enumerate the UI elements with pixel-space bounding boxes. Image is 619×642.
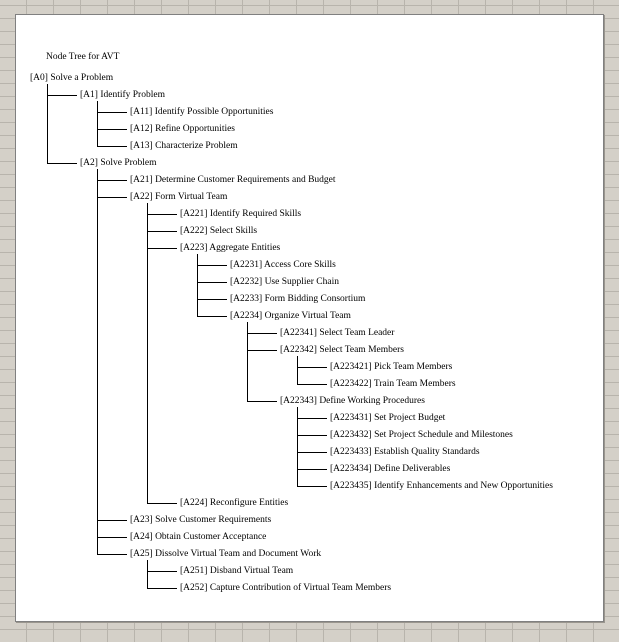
tree-node: [A0] Solve a Problem — [30, 72, 114, 83]
tree-node: [A22] Form Virtual Team — [130, 191, 228, 202]
connector-line — [297, 384, 327, 385]
connector-line — [97, 197, 127, 198]
connector-line — [147, 571, 177, 572]
tree-node: [A223433] Establish Quality Standards — [330, 446, 480, 457]
tree-node: [A251] Disband Virtual Team — [180, 565, 294, 576]
connector-line — [247, 322, 248, 402]
tree-node: [A13] Characterize Problem — [130, 140, 238, 151]
tree-node: [A22342] Select Team Members — [280, 344, 404, 355]
connector-line — [147, 248, 177, 249]
connector-line — [297, 452, 327, 453]
tree-node: [A23] Solve Customer Requirements — [130, 514, 272, 525]
connector-line — [197, 316, 227, 317]
page-title: Node Tree for AVT — [46, 52, 120, 62]
connector-line — [47, 163, 77, 164]
connector-line — [97, 180, 127, 181]
tree-node: [A12] Refine Opportunities — [130, 123, 236, 134]
connector-line — [97, 169, 98, 555]
tree-node: [A22341] Select Team Leader — [280, 327, 395, 338]
connector-line — [97, 112, 127, 113]
tree-node: [A2] Solve Problem — [80, 157, 157, 168]
tree-node: [A223434] Define Deliverables — [330, 463, 451, 474]
connector-line — [147, 588, 177, 589]
connector-line — [47, 84, 48, 164]
connector-line — [297, 486, 327, 487]
tree-node: [A22343] Define Working Procedures — [280, 395, 425, 406]
tree-node: [A2231] Access Core Skills — [230, 259, 336, 270]
connector-line — [97, 537, 127, 538]
tree-node: [A222] Select Skills — [180, 225, 258, 236]
connector-line — [297, 418, 327, 419]
connector-line — [147, 231, 177, 232]
connector-line — [97, 146, 127, 147]
tree-node: [A223422] Train Team Members — [330, 378, 456, 389]
connector-line — [247, 350, 277, 351]
connector-line — [197, 282, 227, 283]
connector-line — [297, 469, 327, 470]
connector-line — [147, 214, 177, 215]
tree-node: [A21] Determine Customer Requirements and Budget — [130, 174, 336, 185]
connector-line — [197, 299, 227, 300]
connector-line — [297, 367, 327, 368]
tree-node: [A2234] Organize Virtual Team — [230, 310, 351, 321]
tree-node: [A223432] Set Project Schedule and Milestones — [330, 429, 513, 440]
tree-node: [A1] Identify Problem — [80, 89, 165, 100]
connector-line — [197, 254, 198, 317]
connector-line — [147, 503, 177, 504]
tree-node: [A2232] Use Supplier Chain — [230, 276, 339, 287]
connector-line — [47, 95, 77, 96]
tree-node: [A223435] Identify Enhancements and New Opportunities — [330, 480, 553, 491]
connector-line — [297, 407, 298, 487]
connector-line — [97, 554, 127, 555]
tree-node: [A25] Dissolve Virtual Team and Document Work — [130, 548, 322, 559]
connector-line — [247, 333, 277, 334]
connector-line — [247, 401, 277, 402]
connector-line — [147, 560, 148, 589]
tree-node: [A223] Aggregate Entities — [180, 242, 281, 253]
tree-node: [A221] Identify Required Skills — [180, 208, 302, 219]
tree-node: [A252] Capture Contribution of Virtual Team Members — [180, 582, 392, 593]
connector-line — [97, 129, 127, 130]
tree-node: [A223421] Pick Team Members — [330, 361, 453, 372]
tree-node: [A24] Obtain Customer Acceptance — [130, 531, 267, 542]
connector-line — [297, 356, 298, 385]
connector-line — [97, 520, 127, 521]
connector-line — [97, 101, 98, 147]
tree-node: [A2233] Form Bidding Consortium — [230, 293, 366, 304]
connector-line — [297, 435, 327, 436]
tree-node: [A223431] Set Project Budget — [330, 412, 446, 423]
tree-node: [A224] Reconfigure Entities — [180, 497, 289, 508]
connector-line — [197, 265, 227, 266]
tree-node: [A11] Identify Possible Opportunities — [130, 106, 274, 117]
